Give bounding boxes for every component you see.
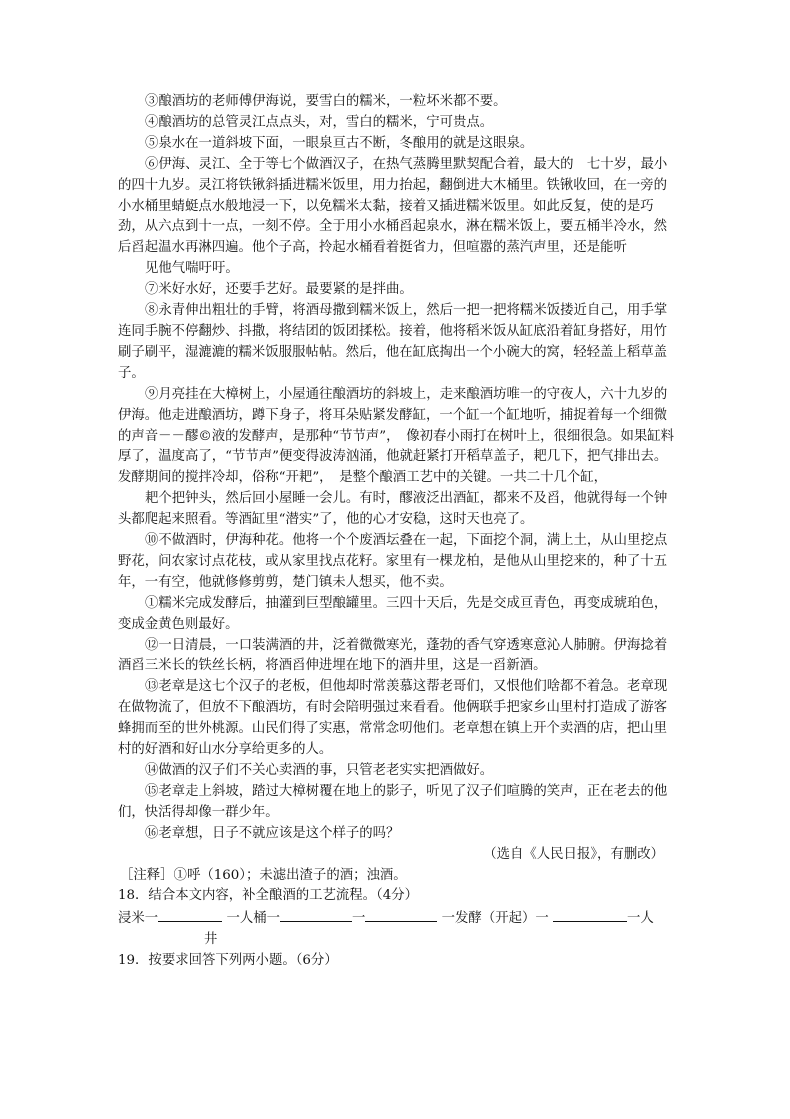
document-page (118, 92, 678, 972)
paragraph-9-cont: 耙个把钟头，然后回小屋睡一会儿。有时，醪液泛出酒缸，都来不及舀，他就得每一个钟头都爬起来照看。等酒缸里“潜实”了，他的心才安稳，这时天也亮了。 (118, 491, 668, 528)
source-citation: （选自《人民日报》，有删改） (483, 846, 664, 862)
question-19: 19．按要求回答下列两小题。（6分） (118, 953, 338, 969)
paragraph-10: ⑩不做酒时，伊海种花。他将一个个废酒坛叠在一起，下面挖个洞，满上土，从山里挖点野花，问农家讨点花枝，或从家里找点花籽。家里有一棵龙柏，是他从山里挖来的，种了十五年，一有空，他就修修剪剪，楚门镇未人想买，他不卖。 (118, 533, 668, 590)
annotation-note: ［注释］①呼（160）；未滤出渣子的酒；浊酒。 (120, 867, 407, 883)
question-18: 18．结合本文内容，补全酿酒的工艺流程。（4分） (118, 888, 419, 904)
paragraph-9: ⑨月亮挂在大樟树上，小屋通往酿酒坊的斜坡上，走来酿酒坊唯一的守夜人，六十九岁的伊海。他走进酿酒坊，蹲下身子，将耳朵贴紧发酵缸，一个缸一个缸地听，捕捉着每一个细微的声音－－醪©液的发酵声，是那种“节节声”， 像初春小雨打在树叶上，很细很急。如果缸料厚了，温度高了，“节节声”便变得波涛汹涌，他就赶紧打开稻草盖子，耙几下，把气排出去。发酵期间的搅拌冷却，俗称“开耙”， 是整个酿酒工艺中的关键。一共二十几个缸， (118, 386, 675, 486)
paragraph-15: ⑮老章走上斜坡，踏过大樟树覆在地上的影子，听见了汉子们喧腾的笑声，正在老去的他们，快活得却像一群少年。 (118, 783, 668, 820)
paragraph-8: ⑧永青伸出粗壮的手臂，将酒母撒到糯米饭上，然后一把一把将糯米饭搂近自己，用手掌连同手腕不停翻炒、抖撒，将结团的饭团揉松。接着，他将稻米饭从缸底沿着缸身搭好，用竹刷子刷平，湿漉漉的糯米饭服服帖帖。然后，他在缸底掏出一个小碗大的窝，轻轻盖上稻草盖子。 (118, 303, 668, 381)
flow-step-into-barrel: 一人桶一 (226, 911, 280, 927)
paragraph-6: ⑥伊海、灵江、全于等七个做酒汉子，在热气蒸腾里默契配合着，最大的 七十岁，最小的四十九岁。灵江将铁锹斜插进糯米饭里，用力抬起，翻倒进大木桶里。铁锹收回，在一旁的小水桶里蜻蜓点水般地浸一下，以免糯米太黏，接着又插进糯米饭里。如此反复，使的是巧劲，从六点到十一点，一刻不停。全于用小水桶舀起泉水，淋在糯米饭上，要五桶半冷水，然后舀起温水再淋四遍。他个子高，拎起水桶看着挺省力，但喧嚣的蒸汽声里，还是能听 (118, 156, 668, 256)
paragraph-14: ⑭做酒的汉子们不关心卖酒的事，只管老老实实把酒做好。 (145, 763, 494, 778)
answer-blank-3[interactable] (365, 907, 437, 922)
paragraph-3: ③酿酒坊的老师傅伊海说，要雪白的糯米，一粒坏米都不要。 (145, 94, 507, 109)
paragraph-13: ⑬老章是这七个汉子的老板，但他却时常羡慕这帮老哥们，又恨他们啥都不着急。老章现在做物流了，但放不下酿酒坊，有时会陪明强过来看看。他俩联手把家乡山里村打造成了游客蜂拥而至的世外桃源。山民们得了实惠，常常念叨他们。老章想在镇上开个卖酒的店，把山里村的好酒和好山水分享给更多的人。 (118, 679, 668, 758)
flow-dash: 一 (352, 911, 366, 927)
answer-blank-4[interactable] (553, 907, 627, 922)
paragraph-11: ①糯米完成发酵后，抽灌到巨型酿罐里。三四十天后，先是交成亘青色，再变成琥珀色，变成金黄色则最好。 (118, 595, 668, 632)
paragraph-6-cont: 见他气喘吁吁。 (145, 261, 239, 277)
paragraph-4: ④酿酒坊的总管灵江点点头，对，雪白的糯米，宁可贵点。 (145, 114, 494, 130)
process-flow-line (118, 907, 678, 930)
answer-blank-1[interactable] (158, 907, 222, 922)
flow-step-soak: 浸米一 (118, 911, 159, 927)
paragraph-7: ⑦米好水好，还要手艺好。最要紧的是拌曲。 (145, 282, 413, 298)
flow-step-well: 井 (204, 932, 218, 948)
paragraph-5: ⑤泉水在一道斜坡下面，一眼泉亘古不断，冬酿用的就是这眼泉。 (145, 135, 534, 151)
flow-step-into: 一人 (627, 911, 654, 927)
flow-step-ferment: 一发酵（开起）一 (441, 911, 549, 927)
paragraph-12: ⑫一日清晨，一口装满酒的井，泛着微微寒光，蓬勃的香气穿透寒意沁人肺腑。伊海捻着酒舀三米长的铁丝长柄，将酒舀伸进埋在地下的酒井里，这是一舀新酒。 (118, 637, 668, 674)
paragraph-16: ⑯老章想，日子不就应该是这个样子的吗？ (145, 825, 400, 841)
answer-blank-2[interactable] (280, 907, 352, 922)
